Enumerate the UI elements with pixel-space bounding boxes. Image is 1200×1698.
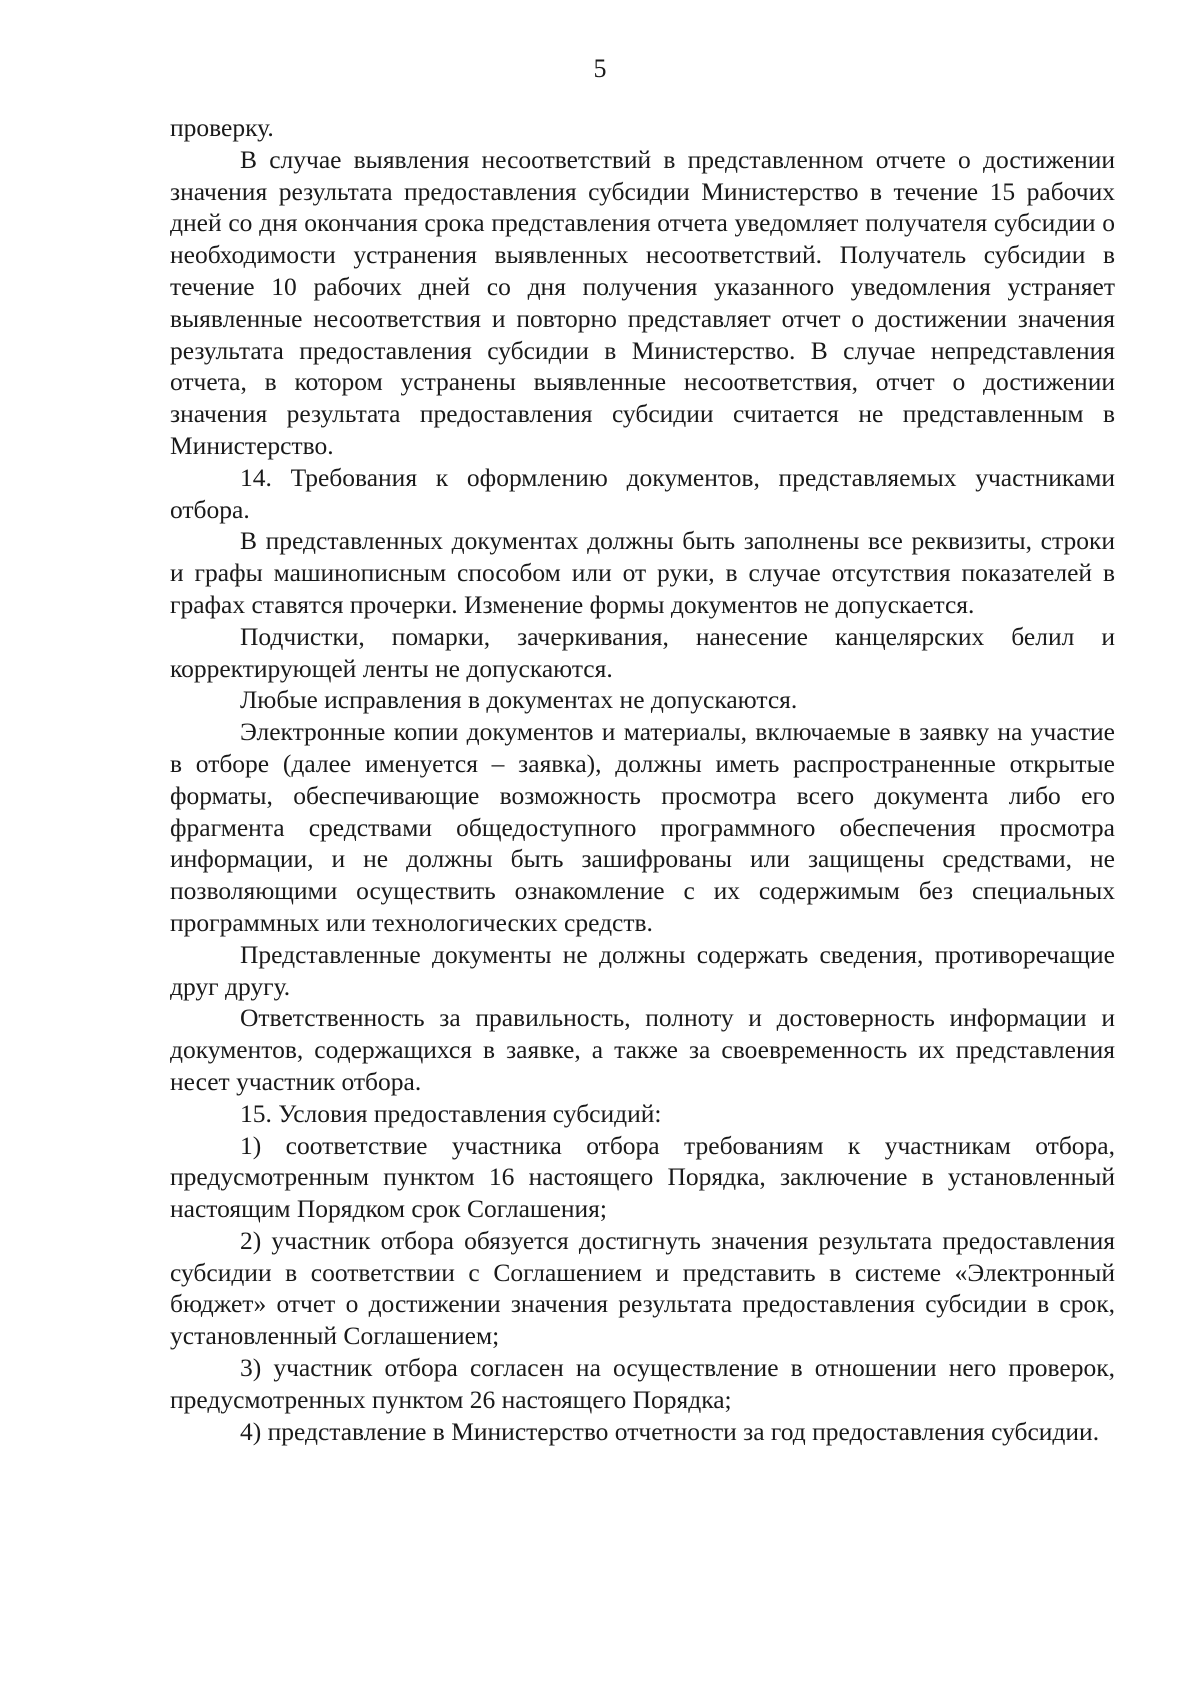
paragraph-no-contradictions: Представленные документы не должны содержать сведения, противоречащие друг другу. xyxy=(170,939,1115,1001)
paragraph-electronic-copies: Электронные копии документов и материалы, включаемые в заявку на участие в отборе (далее именуется – заявка), должны иметь распространенные открытые форматы, обеспечивающие возможность просмотра всего документа либо его фрагмента средствами общедоступного программного обеспечения просмотра информации, и не должны быть зашифрованы или защищены средствами, не позволяющими осуществить ознакомление с их содержимым без специальных программных или технологических средств. xyxy=(170,717,1115,937)
paragraph-responsibility: Ответственность за правильность, полноту и достоверность информации и документов, содержащихся в заявке, а также за своевременность их представления несет участник отбора. xyxy=(170,1003,1115,1096)
paragraph-continuation: проверку. xyxy=(170,113,274,142)
document-body xyxy=(170,112,1115,1447)
paragraph-no-erasures: Подчистки, помарки, зачеркивания, нанесение канцелярских белил и корректирующей ленты не допускаются. xyxy=(170,621,1115,683)
paragraph-condition-4: 4) представление в Министерство отчетности за год предоставления субсидии. xyxy=(240,1416,1100,1446)
paragraph-report-discrepancies: В случае выявления несоответствий в представленном отчете о достижении значения результата предоставления субсидии Министерство в течение 15 рабочих дней со дня окончания срока представления отчета уведомляет получателя субсидии о необходимости устранения выявленных несоответствий. Получатель субсидии в течение 10 рабочих дней со дня получения указанного уведомления устраняет выявленные несоответствия и повторно представляет отчет о достижении значения результата предоставления субсидии в Министерство. В случае непредставления отчета, в котором устранены выявленные несоответствия, отчет о достижении значения результата предоставления субсидии считается не представленным в Министерство. xyxy=(170,144,1115,460)
paragraph-condition-1: 1) соответствие участника отбора требованиям к участникам отбора, предусмотренным пунктом 16 настоящего Порядка, заключение в установленный настоящим Порядком срок Соглашения; xyxy=(170,1130,1115,1224)
paragraph-item-14: 14. Требования к оформлению документов, представляемых участниками отбора. xyxy=(170,462,1115,524)
paragraph-item-15: 15. Условия предоставления субсидий: xyxy=(240,1098,662,1128)
paragraph-document-requisites: В представленных документах должны быть заполнены все реквизиты, строки и графы машинописным способом или от руки, в случае отсутствия показателей в графах ставятся прочерки. Изменение формы документов не допускается. xyxy=(170,526,1115,619)
paragraph-no-corrections: Любые исправления в документах не допускаются. xyxy=(240,685,798,715)
page-number: 5 xyxy=(593,54,607,83)
paragraph-condition-3: 3) участник отбора согласен на осуществление в отношении него проверок, предусмотренных пунктом 26 настоящего Порядка; xyxy=(170,1353,1115,1414)
paragraph-condition-2: 2) участник отбора обязуется достигнуть значения результата предоставления субсидии в соответствии с Соглашением и представить в системе «Электронный бюджет» отчет о достижении значения результата предоставления субсидии в срок, установленный Соглашением; xyxy=(170,1225,1115,1351)
